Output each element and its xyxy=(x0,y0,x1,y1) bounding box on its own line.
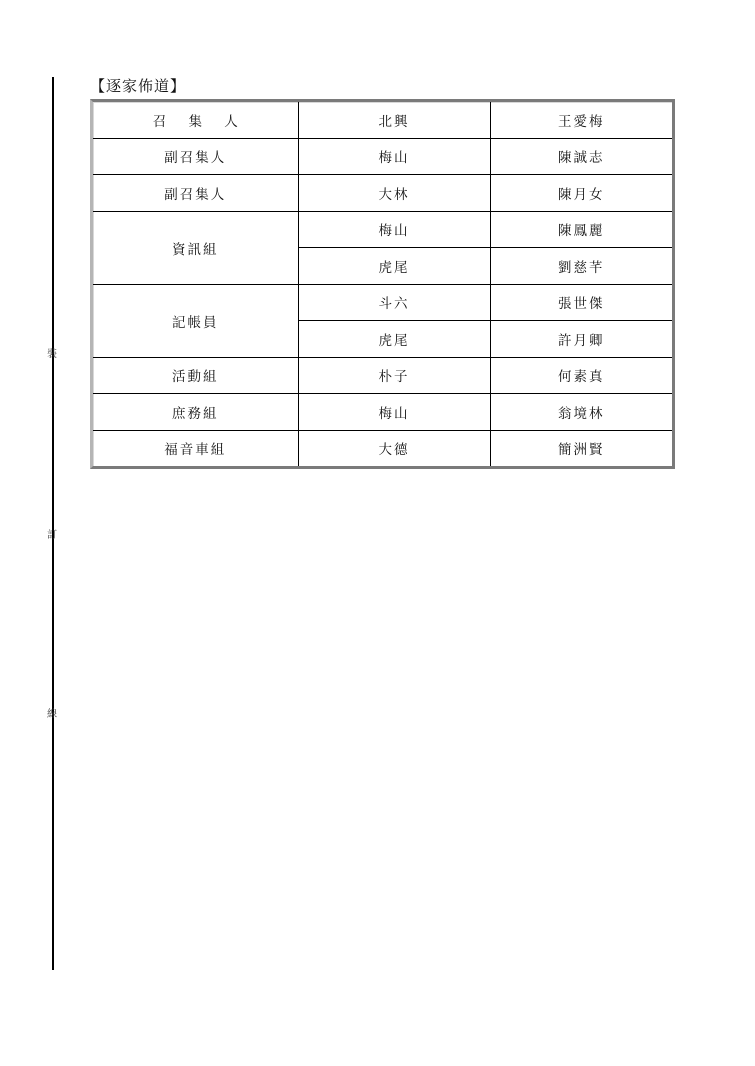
name-cell: 許月卿 xyxy=(490,321,672,358)
role-cell: 庶務組 xyxy=(93,394,298,431)
table-row xyxy=(93,211,672,248)
location-cell: 斗六 xyxy=(298,284,490,321)
table-row xyxy=(93,175,672,212)
table-row xyxy=(93,430,672,466)
role-cell: 福音車組 xyxy=(93,430,298,466)
location-cell: 虎尾 xyxy=(298,321,490,358)
section-title: 【逐家佈道】 xyxy=(90,77,187,95)
location-cell: 梅山 xyxy=(298,138,490,175)
location-cell: 朴子 xyxy=(298,357,490,394)
name-cell: 陳誠志 xyxy=(490,138,672,175)
table-row xyxy=(93,357,672,394)
role-cell: 副召集人 xyxy=(93,175,298,212)
table-row xyxy=(93,394,672,431)
name-cell: 王愛梅 xyxy=(490,102,672,138)
table-row xyxy=(93,102,672,138)
binding-mark-zhuang: 裝 xyxy=(47,349,57,360)
role-cell: 記帳員 xyxy=(93,284,298,357)
location-cell: 梅山 xyxy=(298,394,490,431)
binding-line xyxy=(52,77,54,970)
name-cell: 何素真 xyxy=(490,357,672,394)
role-cell: 副召集人 xyxy=(93,138,298,175)
staff-table-frame xyxy=(90,99,675,469)
staff-table xyxy=(93,102,672,466)
table-row xyxy=(93,284,672,321)
location-cell: 梅山 xyxy=(298,211,490,248)
name-cell: 翁境林 xyxy=(490,394,672,431)
name-cell: 簡洲賢 xyxy=(490,430,672,466)
location-cell: 大德 xyxy=(298,430,490,466)
name-cell: 劉慈芊 xyxy=(490,248,672,285)
role-cell: 活動組 xyxy=(93,357,298,394)
role-cell: 資訊組 xyxy=(93,211,298,284)
binding-mark-ding: 訂 xyxy=(47,530,57,541)
name-cell: 陳月女 xyxy=(490,175,672,212)
role-cell: 召 集 人 xyxy=(93,102,298,138)
location-cell: 北興 xyxy=(298,102,490,138)
name-cell: 陳鳳麗 xyxy=(490,211,672,248)
table-row xyxy=(93,138,672,175)
name-cell: 張世傑 xyxy=(490,284,672,321)
location-cell: 大林 xyxy=(298,175,490,212)
location-cell: 虎尾 xyxy=(298,248,490,285)
binding-mark-xian: 線 xyxy=(47,709,57,720)
